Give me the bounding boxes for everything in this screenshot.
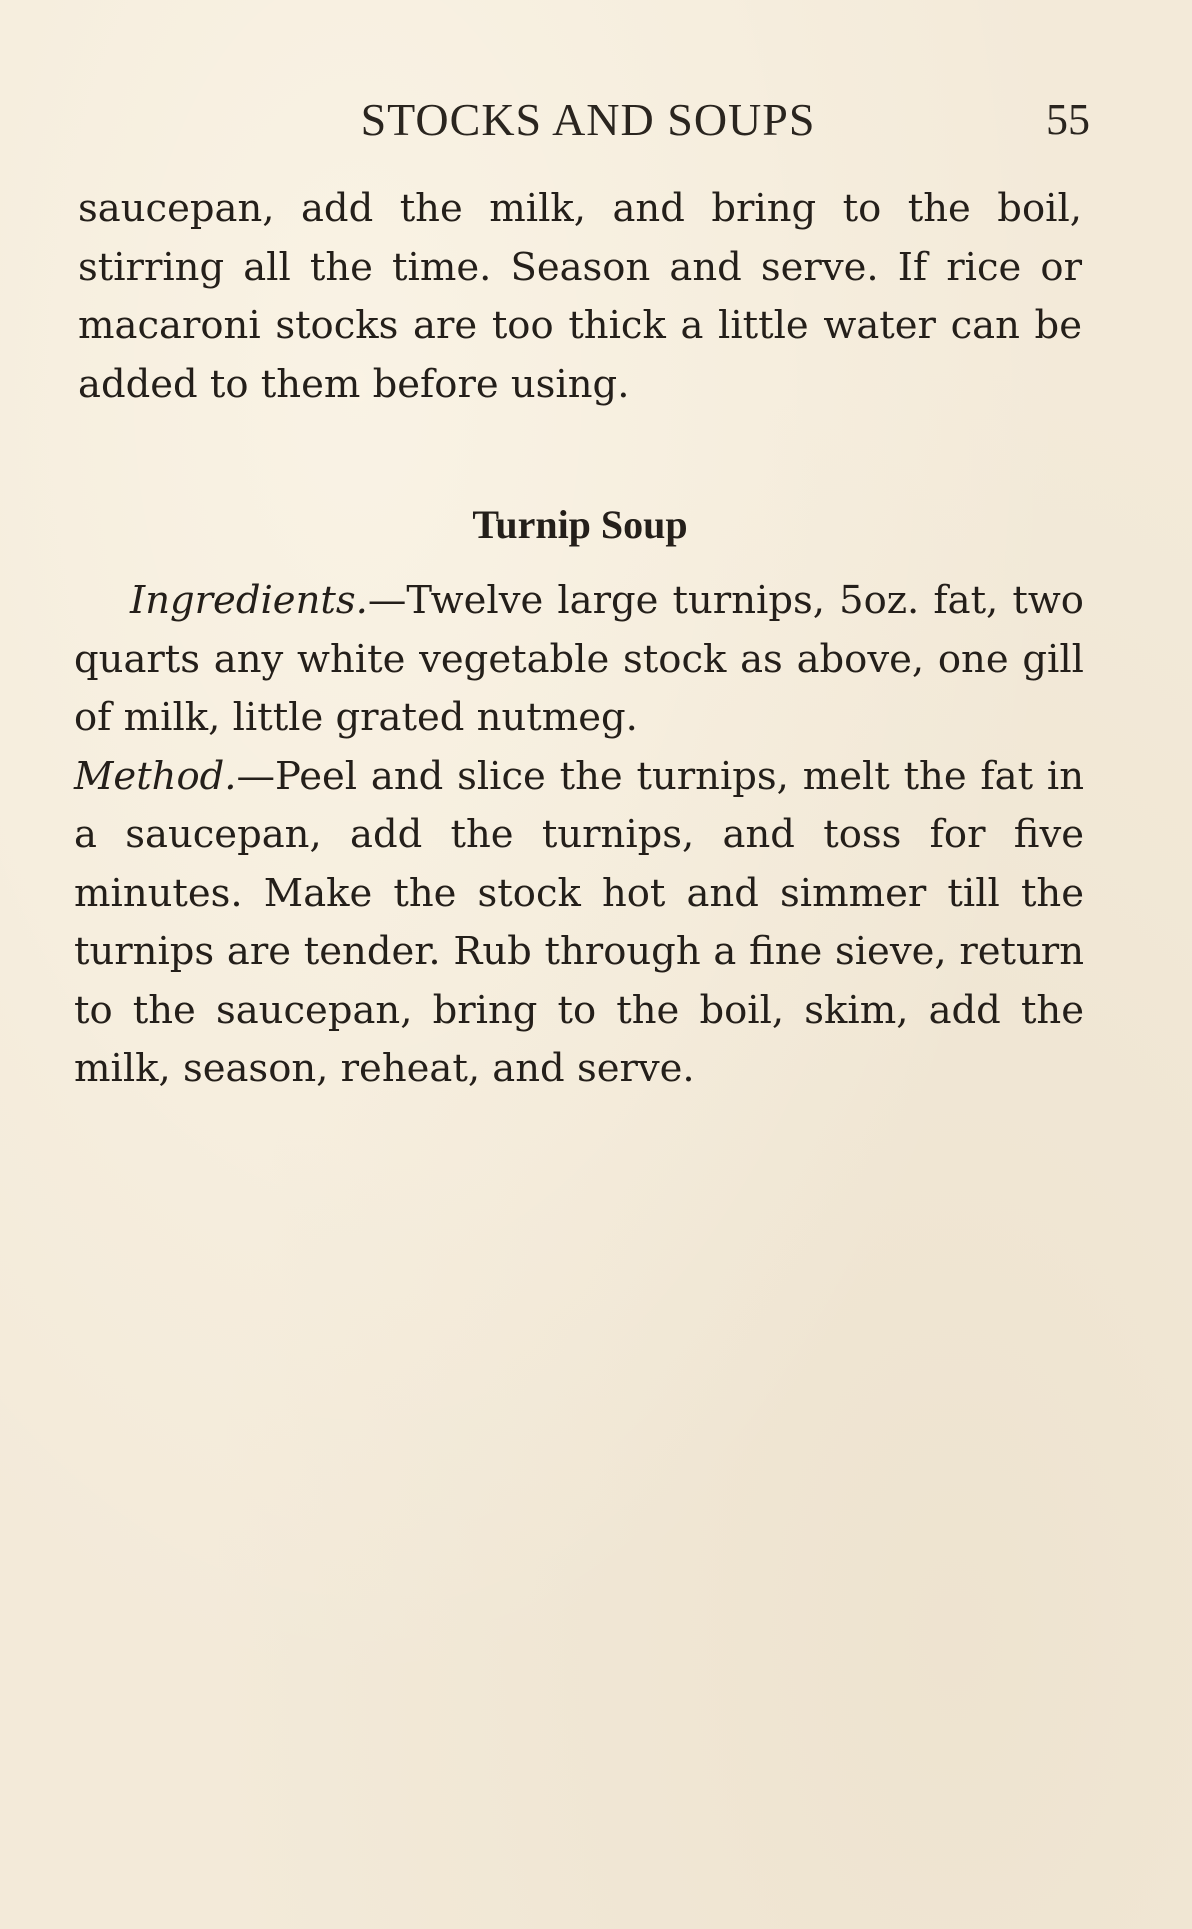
running-title: STOCKS AND SOUPS (360, 94, 816, 145)
recipe-title: Turnip Soup (472, 502, 688, 547)
method-text: —Peel and slice the turnips, melt the fat in a saucepan, add the turnips, and toss for five minutes. Make the stock hot and simmer till the turnips are tender. Rub through a fine sieve, return to the saucepan, bring to the boil, skim, add the milk, season, reheat, and serve. (74, 753, 1084, 1091)
continuation-paragraph: saucepan, add the milk, and bring to the boil, stirring all the time. Season and serve. If rice or macaroni stocks are too thick a little water can be added to them before using. (78, 186, 1082, 407)
ingredients-label: Ingredients. (130, 578, 368, 623)
page-number: 55 (1046, 95, 1090, 144)
ingredients-text: —Twelve large turnips, 5oz. fat, two quarts any white vegetable stock as above, one gill of milk, little grated nutmeg. (74, 578, 1084, 740)
recipe-body (74, 572, 1084, 1099)
method-label: Method. (74, 753, 237, 799)
running-head (78, 92, 1090, 148)
ingredients-paragraph (74, 572, 1084, 748)
method-paragraph (74, 748, 1084, 1099)
